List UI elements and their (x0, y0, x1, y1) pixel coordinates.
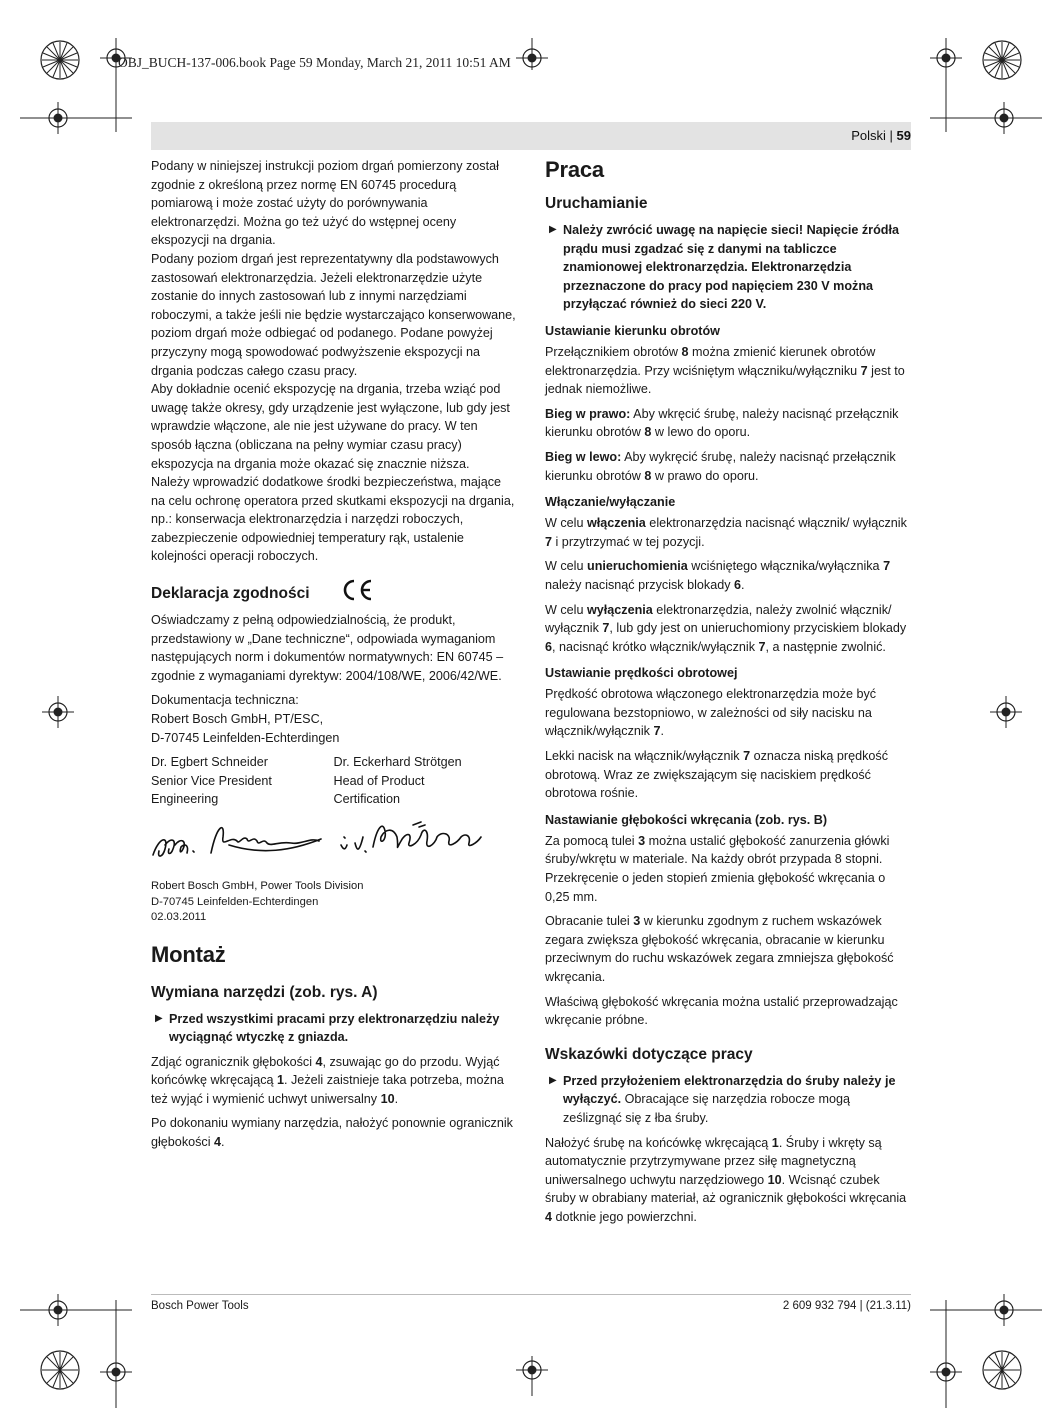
company-line: Robert Bosch GmbH, Power Tools Division (151, 880, 364, 892)
left-run-paragraph: Bieg w lewo: Aby wykręcić śrubę, należy nacisnąć przełącznik kierunku obrotów 8 w prawo do oporu. (545, 449, 896, 483)
registration-mark-bottom-center (510, 1356, 554, 1416)
handwritten-signatures (151, 815, 521, 873)
tool-change-heading: Wymiana narzędzi (zob. rys. A) (151, 983, 378, 1001)
voltage-warning-text: Należy zwrócić uwagę na napięcie sieci! Napięcie źródła prądu musi zgadzać się z danymi na tabliczce znamionowej elektronarzędzia. Elektronarzędzia przeznaczone do pracy pod napięciem 230 V można przyłączać również do sieci 220 V. (563, 223, 899, 312)
header-page-number: 59 (896, 128, 911, 143)
header-separator: | (889, 128, 893, 143)
work-heading: Praca (545, 157, 604, 182)
switch-off-paragraph: W celu wyłączenia elektronarzędzia, należy zwolnić włącznik/ wyłącznik 7, lub gdy jest on unieruchomiony przyciskiem blokady 6, nacisnąć krótko włącznik/wyłącznik 7, a następnie zwolnić. (545, 602, 907, 654)
depth-paragraph: Obracanie tulei 3 w kierunku zgodnym z ruchem wskazówek zegara zwiększa głębokość wkręcania, obracanie w kierunku przeciwnym do ruchu wskazówek zegara zmniejsza głębokość wkręcania. (545, 914, 894, 984)
signer-title: Head of Product (333, 773, 425, 788)
onoff-heading: Włączanie/wyłączanie (545, 495, 676, 510)
speed-paragraph: Lekki nacisk na włącznik/wyłącznik 7 oznacza niską prędkość obrotową. Wraz ze zwiększającym się naciskiem prędkość obrotowa rośnie. (545, 749, 888, 801)
rotation-heading: Ustawianie kierunku obrotów (545, 323, 720, 338)
doc-line: Robert Bosch GmbH, PT/ESC, (151, 712, 324, 727)
registration-mark-mid-right (986, 690, 1026, 734)
depth-paragraph: Za pomocą tulei 3 można ustalić głębokość zanurzenia główki śruby/wkrętu w materiale. Na każdy obrót przypada 8 stopni. Przekręcenie o jeden stopień zmienia głębokość wkręcania o 0,25 mm. (545, 833, 890, 904)
vibration-paragraph: Aby dokładnie ocenić ekspozycję na drgania, trzeba wziąć pod uwagę także okresy, gdy urządzenie jest wyłączone, lub gdy jest wprawdzie włączone, ale nie jest używane do pracy. W ten sposób łączna (obliczana na pełny wymiar czasu pracy) ekspozycja na drgania może okazać się znacznie niższa. (151, 382, 510, 471)
left-column (151, 157, 516, 1158)
voltage-warning (545, 221, 912, 314)
vibration-paragraph: Podany w niniejszej instrukcji poziom drgań pomierzony został zgodnie z określoną przez normę EN 60745 procedurą pomiarową i może zostać użyty do porównywania elektronarzędzi. Można go też użyć do wstępnej oceny ekspozycji na drgania. (151, 159, 499, 248)
registration-mark-top-center (510, 20, 554, 70)
registration-mark-bottom-right (922, 1290, 1042, 1410)
vibration-paragraph: Należy wprowadzić dodatkowe środki bezpieczeństwa, mające na celu ochronę operatora przed skutkami ekspozycji na drgania, np.: konserwacja elektronarzędzia i narzędzi roboczych, zabezpieczenie odpowiedniej temperatury rąk, ustalenie kolejności operacji roboczych. (151, 475, 515, 564)
tips-warning-bold: Przed przyłożeniem elektronarzędzia do śruby należy je wyłączyć. (563, 1073, 896, 1107)
book-info-line: OBJ_BUCH-137-006.book Page 59 Monday, March 21, 2011 10:51 AM (118, 55, 511, 70)
company-line: D-70745 Leinfelden-Echterdingen (151, 895, 319, 908)
company-address (151, 879, 516, 926)
signatories (151, 753, 516, 809)
header-page-label (851, 128, 911, 143)
signer-dept: Certification (333, 792, 400, 807)
right-column (545, 155, 912, 1233)
tool-change-warning-text: Przed wszystkimi pracami przy elektronarzędziu należy wyciągnąć wtyczkę z gniazda. (169, 1011, 500, 1045)
tool-change-paragraph: Po dokonaniu wymiany narzędzia, nałożyć ponownie ogranicznik głębokości 4. (151, 1116, 513, 1150)
registration-mark-top-right (922, 20, 1042, 140)
footer-right: 2 609 932 794 | (21.3.11) (782, 1300, 911, 1312)
doc-line: Dokumentacja techniczna: (151, 693, 299, 708)
assembly-heading: Montaż (151, 941, 226, 967)
bullet-triangle-icon: ▶ (155, 1012, 163, 1024)
footer-rule (151, 1294, 911, 1295)
signatory-1 (151, 753, 334, 809)
declaration-heading (151, 578, 516, 604)
bullet-triangle-icon: ▶ (549, 1074, 557, 1086)
depth-paragraph: Właściwą głębokość wkręcania można ustalić przeprowadzając wkręcanie próbne. (545, 994, 898, 1028)
depth-heading: Nastawianie głębokości wkręcania (zob. rys. B) (545, 812, 828, 827)
signatory-2 (334, 753, 517, 809)
tool-change-paragraph: Zdjąć ogranicznik głębokości 4, zsuwając go do przodu. Wyjąć końcówkę wkręcającą 1. Jeżeli zaistnieje taka potrzeba, można też wyjąć i wymienić uchwyt uniwersalny 10. (151, 1054, 504, 1106)
header-bar (151, 122, 911, 150)
switch-lock-paragraph: W celu unieruchomienia wciśniętego włącznika/wyłącznika 7 należy nacisnąć przycisk blokady 6. (545, 559, 891, 592)
startup-heading: Uruchamianie (545, 195, 648, 212)
registration-mark-mid-left (40, 690, 80, 734)
declaration-text: Oświadczamy z pełną odpowiedzialnością, że produkt, przedstawiony w „Dane techniczne“, odpowiada wymaganiom następujących norm i dokumentów normatywnych: EN 60745 – zgodnie z wymaganiami dyrektyw: 2004/108/WE, 2006/42/WE. (151, 613, 504, 683)
ce-mark-icon (340, 578, 374, 602)
right-run-paragraph: Bieg w prawo: Aby wkręcić śrubę, należy nacisnąć przełącznik kierunku obrotów 8 w lewo do oporu. (545, 406, 899, 440)
switch-on-paragraph: W celu włączenia elektronarzędzia nacisnąć włącznik/ wyłącznik 7 i przytrzymać w tej pozycji. (545, 516, 907, 549)
tips-heading: Wskazówki dotyczące pracy (545, 1045, 753, 1063)
signer-title: Senior Vice President (151, 773, 272, 788)
registration-mark-bottom-left (20, 1290, 140, 1410)
declaration-date: 02.03.2011 (151, 911, 207, 923)
signer-name: Dr. Eckerhard Strötgen (333, 755, 462, 770)
doc-line: D-70745 Leinfelden-Echterdingen (151, 730, 340, 745)
tips-paragraph: Nałożyć śrubę na końcówkę wkręcającą 1. Śruby i wkręty są automatycznie przytrzymywane przez siłę magnetyczną uniwersalnego uchwytu narzędziowego 10. Wcisnąć czubek śruby w obrabiany materiał, aż ogranicznik głębokości wkręcania 4 dotknie jego powierzchni. (545, 1135, 907, 1224)
vibration-paragraph: Podany poziom drgań jest reprezentatywny dla podstawowych zastosowań elektronarzędzia. Jeżeli elektronarzędzie użyte zostanie do innych zastosowań lub z innymi narzędziami roboczymi, a także jeśli nie będzie wystarczająco konserwowane, poziom drgań może odbiegać od podanego. Podane powyżej przyczyny mogą spowodować podwyższenie ekspozycji na drgania podczas całego czasu pracy. (151, 251, 516, 378)
footer-left: Bosch Power Tools (151, 1300, 249, 1312)
tips-warning (545, 1072, 912, 1128)
speed-paragraph: Prędkość obrotowa włączonego elektronarzędzia może być regulowana bezstopniowo, w zależności od siły nacisku na włącznik/wyłącznik 7. (545, 687, 877, 739)
signer-dept: Engineering (151, 792, 219, 807)
rotation-paragraph: Przełącznikiem obrotów 8 można zmienić kierunek obrotów elektronarzędzia. Przy wciśniętym włączniku/wyłączniku 7 jest to jednak niemożliwe. (545, 344, 905, 397)
declaration-heading-text: Deklaracja zgodności (151, 585, 310, 603)
speed-heading: Ustawianie prędkości obrotowej (545, 666, 738, 681)
tool-change-warning (151, 1010, 516, 1047)
signer-name: Dr. Egbert Schneider (151, 755, 268, 770)
header-language: Polski (851, 128, 886, 143)
tips-warning-rest: Obracające się narzędzia robocze mogą ześlizgnąć się z łba śruby. (563, 1092, 851, 1125)
bullet-triangle-icon: ▶ (549, 224, 557, 235)
registration-mark-top-left (20, 20, 140, 140)
technical-documentation (151, 691, 516, 747)
